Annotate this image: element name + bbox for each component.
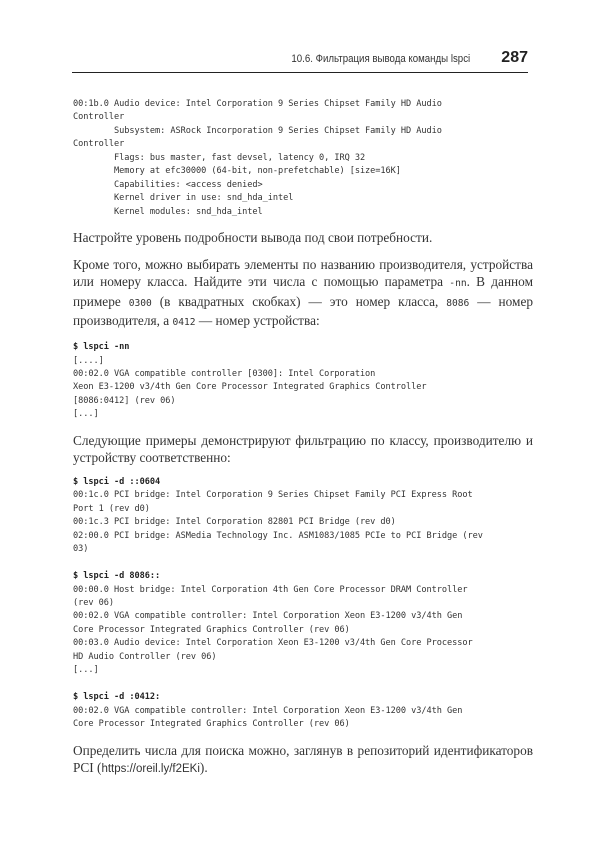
- code-block-filter-vendor: $ lspci -d 8086:: 00:00.0 Host bridge: Intel Corporation 4th Gen Core Processor DRAM Controller (rev 06) 00:02.0 VGA compatible controller: Intel Corporation Xeon E3-1200 v3/4th Gen Core Processor Integrated Graphics Controller (rev 06) 00:03.0 Audio device: Intel Corporation Xeon E3-1200 v3/4th Gen Core Processor HD Audio Controller (rev 06) [...]: [73, 571, 473, 676]
- inline-code-device: 0412: [172, 317, 196, 329]
- paragraph-filter-intro: Кроме того, можно выбирать элементы по названию производителя, устройства или номеру класса. Найдите эти числа с помощью параметра -nn. В данном примере 0300 (в квадратных скобках) — это номер класса, 8086 — номер производителя, а 0412 — номер устройства:: [73, 256, 533, 329]
- inline-code-nn: -nn: [449, 278, 467, 290]
- paragraph-examples-intro: Следующие примеры демонстрируют фильтрацию по классу, производителю и устройству соответственно:: [73, 432, 533, 466]
- code-block-lspci-nn: $ lspci -nn [....] 00:02.0 VGA compatible controller [0300]: Intel Corporation Xeon E3-1200 v3/4th Gen Core Processor Integrated Graphics Controller [8086:0412] (rev 06) [...]: [73, 342, 427, 420]
- command-line: $ lspci -d ::0604: [73, 476, 161, 487]
- code-block-audio-device: 00:1b.0 Audio device: Intel Corporation 9 Series Chipset Family HD Audio Controller Subsystem: ASRock Incorporation 9 Series Chipset Family HD Audio Controller Flags: bus master, fast devsel, latency 0, IRQ 32 Memory at efc30000 (64-bit, non-prefetchable) [size=16K] Capabilities: <access denied> Kernel driver in use: snd_hda_intel Kernel modules: snd_hda_intel: [73, 99, 442, 217]
- pci-ids-link[interactable]: https://oreil.ly/f2EKi: [101, 763, 200, 776]
- paragraph-verbosity: Настройте уровень подробности вывода под свои потребности.: [73, 230, 433, 246]
- code-block-filter-device: $ lspci -d :0412: 00:02.0 VGA compatible controller: Intel Corporation Xeon E3-1200 v3/4th Gen Core Processor Integrated Graphics Controller (rev 06): [73, 692, 463, 730]
- command-line: $ lspci -nn: [73, 342, 130, 353]
- page-header: [72, 48, 528, 73]
- page-content: [73, 98, 533, 779]
- code-block-filter-class: $ lspci -d ::0604 00:1c.0 PCI bridge: Intel Corporation 9 Series Chipset Family PCI Express Root Port 1 (rev d0) 00:1c.3 PCI bridge: Intel Corporation 82801 PCI Bridge (rev d0) 02:00.0 PCI bridge: ASMedia Technology Inc. ASM1083/1085 PCIe to PCI Bridge (rev 03): [73, 476, 483, 555]
- inline-code-class: 0300: [128, 297, 152, 309]
- command-line: $ lspci -d 8086::: [73, 571, 161, 582]
- paragraph-pci-repository: Определить числа для поиска можно, заглянув в репозиторий идентификаторов PCI (https://oreil.ly/f2EKi).: [73, 742, 533, 776]
- command-line: $ lspci -d :0412:: [73, 692, 161, 703]
- page-number: 287: [501, 49, 528, 66]
- inline-code-vendor: 8086: [446, 297, 470, 309]
- running-title: 10.6. Фильтрация вывода команды lspci: [291, 53, 470, 65]
